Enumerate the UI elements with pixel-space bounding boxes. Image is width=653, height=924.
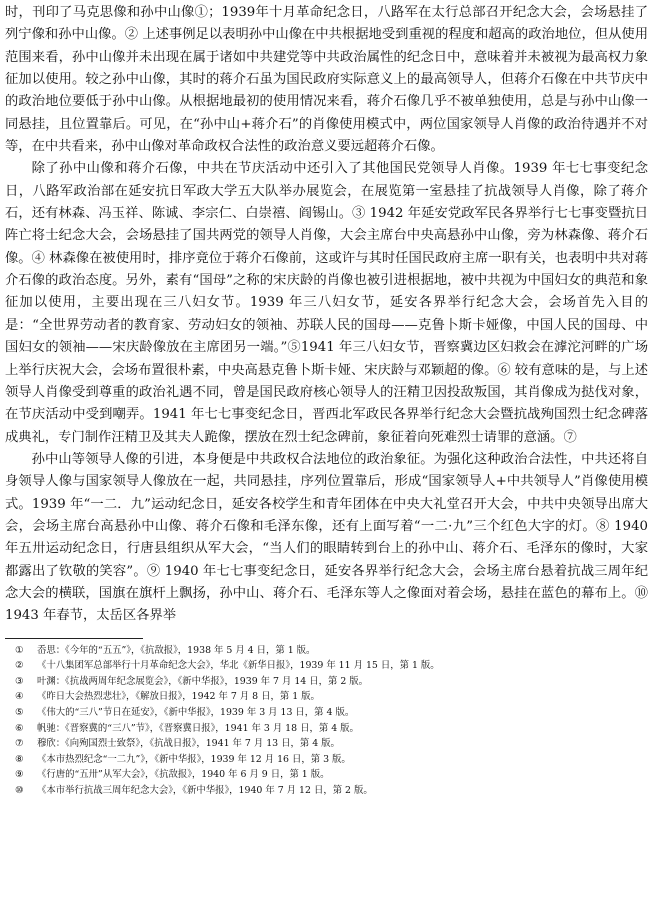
footnote-mark: ⑥: [15, 722, 24, 734]
footnote-text: 《本市热烈纪念“一二九”》，《新中华报》，1939 年 12 月 16 日，第 3 版。: [37, 753, 351, 765]
footnote-mark: ④: [15, 691, 24, 703]
footnote-mark: ⑨: [15, 769, 24, 781]
footnote-mark: ⑧: [15, 753, 24, 765]
footnote-text: 《本市举行抗战三周年纪念大会》，《新中华报》，1940 年 7 月 12 日，第 2 版。: [37, 784, 373, 796]
footnote-mark: ⑤: [15, 707, 24, 718]
footnote: [5, 736, 648, 752]
document-page: [5, 2, 648, 799]
footnote: [5, 643, 648, 659]
footnote: [5, 674, 648, 690]
footnote-mark: ②: [15, 660, 24, 672]
footnote-text: 《十八集团军总部举行十月革命纪念大会》，华北《新华日报》，1939 年 11 月 15 日，第 1 版。: [37, 660, 440, 672]
body-paragraph-3: 孙中山等领导人像的引进，本身便是中共政权合法地位的政治象征。为强化这种政治合法性，中共还将自身领导人像与国家领导人像放在一起，共同悬挂，序列位置靠后，形成“国家领导人+中共领导人”肖像使用模式。1939 年“一二．九”运动纪念日，延安各校学生和青年团体在中央大礼堂召开大会，中共中央领导出席大会，会场主席台高悬孙中山像、蒋介石像和毛泽东像，还有上面写着“一二·九”三个红色大字的灯。⑧ 1940 年五卅运动纪念日，行唐县组织从军大会，“当人们的眼睛转到台上的孙中山、蒋介石、毛泽东的像时，大家都露出了钦敬的笑容”。⑨ 1940 年七七事变纪念日，延安各界举行纪念大会，会场主席台悬着抗战三周年纪念大会的横联，国旗在旗杆上飘扬，孙中山、蒋介石、毛泽东等人之像面对着会场，悬挂在蓝色的幕布上。⑩ 1943 年春节，太岳区各界举: [5, 451, 648, 624]
body-paragraph-1: 时，刊印了马克思像和孙中山像①；1939年十月革命纪念日，八路军在太行总部召开纪念大会，会场悬挂了列宁像和孙中山像。② 上述事例足以表明孙中山像在中共根据地受到重视的程度和超高的政治地位，但从使用范围来看，孙中山像并未出现在属于诸如中共建党等中共政治属性的纪念日中，意味着并未被视为最高权力象征加以使用。较之孙中山像，其时的蒋介石虽为国民政府实际意义上的最高领导人，但蒋介石像在中共节庆中的政治地位要低于孙中山像。从根据地最初的使用情况来看，蒋介石像几乎不被单独使用，总是与孙中山像一同悬挂，且位置靠后。可见，在“孙中山+蒋介石”的肖像使用模式中，两位国家领导人肖像的政治待遇并不对等，在中共看来，孙中山像对革命政权合法性的政治意义要远超蒋介石像。: [5, 5, 648, 155]
footnote: [5, 721, 648, 737]
footnote-mark: ③: [15, 675, 24, 687]
footnote-text: 帆驰：《晋察冀的“三八”节》，《晋察冀日报》，1941 年 3 月 18 日，第 4 版。: [37, 722, 359, 734]
footnote-text: 《行唐的“五卅”从军大会》，《抗敌报》，1940 年 6 月 9 日，第 1 版。: [37, 769, 330, 781]
footnote-text: 《昨日大会热烈悲壮》，《解放日报》，1942 年 7 月 8 日，第 1 版。: [37, 691, 320, 703]
footnote-list: [5, 643, 648, 799]
body-paragraph-2: 除了孙中山像和蒋介石像，中共在节庆活动中还引入了其他国民党领导人肖像。1939 年七七事变纪念日，八路军政治部在延安抗日军政大学五大队举办展览会，在展览第一室悬挂了抗战领导人肖像，除了蒋介石，还有林森、冯玉祥、陈诚、李宗仁、白崇禧、阎锡山。③ 1942 年延安党政军民各界举行七七事变暨抗日阵亡将士纪念大会，会场悬挂了国共两党的领导人肖像，大会主席台中央高悬孙中山像，旁为林森像、蒋介石像。④ 林森像在被使用时，排序竟位于蒋介石像前，这或许与其时任国民政府主席一职有关，也表明中共对蒋介石像的政治态度。另外，素有“国母”之称的宋庆龄的肖像也被引进根据地，被中共视为中国妇女的典范和象征加以使用，主要出现在三八妇女节。1939 年三八妇女节，延安各界举行纪念大会，会场首先入目的是：“全世界劳动者的教育家、劳动妇女的领袖、苏联人民的国母——克鲁卜斯卡娅像，中国人民的国母、中国妇女的领袖——宋庆龄像放在主席团另一端。”⑤1941 年三八妇女节，晋察冀边区妇救会在滹沱河畔的广场上举行庆祝大会，会场布置很朴素，中央高悬克鲁卜斯卡娅、宋庆龄与邓颖超的像。⑥ 较有意味的是，与上述领导人肖像受到尊重的政治礼遇不同，曾是国民政府核心领导人的汪精卫因投敌叛国，其肖像成为挞伐对象，在节庆活动中受到嘲弄。1941 年七七事变纪念日，晋西北军政民各界举行纪念大会暨抗战殉国烈士纪念碑落成典礼，专门制作汪精卫及其夫人跪像，摆放在烈士纪念碑前，象征着向死难烈士请罪的意涵。⑦: [5, 161, 648, 445]
footnote: [5, 689, 648, 705]
footnote-separator: [5, 638, 143, 639]
footnote-text: 岙思：《今年的“五五”》，《抗敌报》，1938 年 5 月 4 日，第 1 版。: [37, 644, 316, 656]
footnote-text: 《伟大的“三八”节日在延安》，《新中华报》，1939 年 3 月 13 日，第 4 版。: [37, 707, 355, 718]
footnote-mark: ⑦: [15, 738, 24, 750]
footnote-text: 叶渊：《抗战两周年纪念展览会》，《新中华报》，1939 年 7 月 14 日，第 2 版。: [37, 675, 369, 687]
footnote: [5, 705, 648, 721]
footnote: [5, 752, 648, 768]
footnote-mark: ⑩: [15, 784, 24, 796]
footnote-mark: ①: [15, 644, 24, 656]
footnote: [5, 783, 648, 799]
footnote: [5, 658, 648, 674]
footnote-text: 穆欣：《向殉国烈士致祭》，《抗战日报》，1941 年 7 月 13 日，第 4 版。: [37, 738, 340, 750]
footnote: [5, 767, 648, 783]
